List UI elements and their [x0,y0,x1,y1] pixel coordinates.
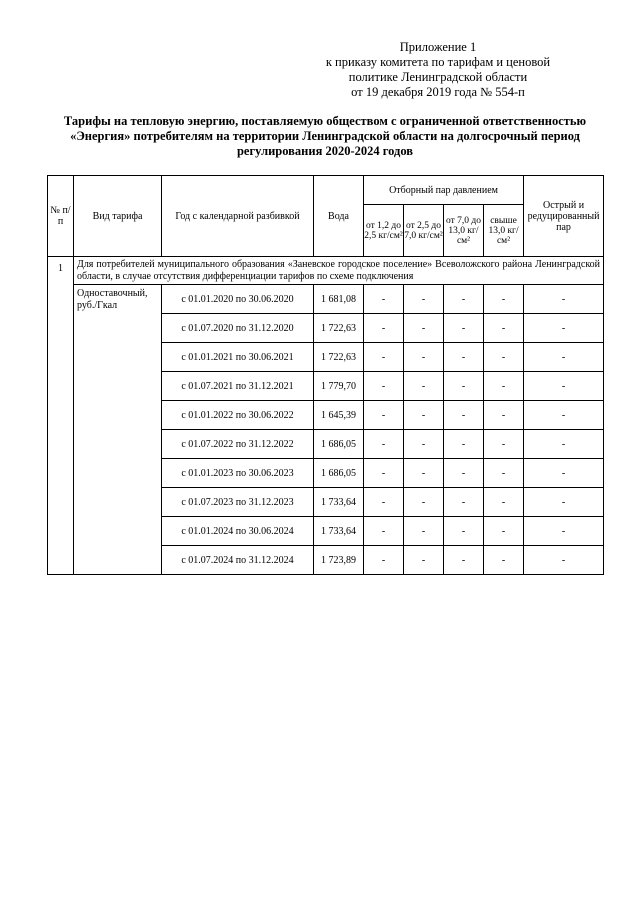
empty-value-cell: - [404,488,444,517]
water-value-cell: 1 779,70 [314,372,364,401]
empty-value-cell: - [524,488,604,517]
header-pressure-4: свыше 13,0 кг/см² [484,205,524,257]
water-value-cell: 1 686,05 [314,459,364,488]
document-title [46,114,604,159]
period-cell: с 01.01.2021 по 30.06.2021 [162,343,314,372]
group-description: Для потребителей муниципального образования «Заневское городское поселение» Всеволожского района Ленинградской области, в случае отсутствия дифференциации тарифов по схеме подключения [74,257,604,285]
empty-value-cell: - [484,343,524,372]
period-cell: с 01.01.2020 по 30.06.2020 [162,285,314,314]
appendix-line: от 19 декабря 2019 года № 554-п [351,85,525,99]
empty-value-cell: - [364,459,404,488]
empty-value-cell: - [404,546,444,575]
empty-value-cell: - [404,430,444,459]
empty-value-cell: - [484,314,524,343]
empty-value-cell: - [444,546,484,575]
empty-value-cell: - [364,430,404,459]
empty-value-cell: - [524,314,604,343]
empty-value-cell: - [364,488,404,517]
period-cell: с 01.07.2022 по 31.12.2022 [162,430,314,459]
empty-value-cell: - [524,517,604,546]
empty-value-cell: - [404,517,444,546]
empty-value-cell: - [444,401,484,430]
empty-value-cell: - [524,372,604,401]
empty-value-cell: - [484,401,524,430]
empty-value-cell: - [524,459,604,488]
empty-value-cell: - [404,343,444,372]
header-pressure-3: от 7,0 до 13,0 кг/см² [444,205,484,257]
water-value-cell: 1 686,05 [314,430,364,459]
empty-value-cell: - [364,314,404,343]
water-value-cell: 1 723,89 [314,546,364,575]
empty-value-cell: - [484,517,524,546]
empty-value-cell: - [444,517,484,546]
period-cell: с 01.07.2020 по 31.12.2020 [162,314,314,343]
empty-value-cell: - [404,372,444,401]
empty-value-cell: - [484,459,524,488]
title-line: Тарифы на тепловую энергию, поставляемую обществом с ограниченной ответственностью [63,114,587,128]
appendix-line: к приказу комитета по тарифам и ценовой [325,55,551,69]
water-value-cell: 1 681,08 [314,285,364,314]
period-cell: с 01.07.2023 по 31.12.2023 [162,488,314,517]
empty-value-cell: - [364,546,404,575]
empty-value-cell: - [444,430,484,459]
header-period: Год с календарной разбивкой [162,176,314,257]
empty-value-cell: - [484,372,524,401]
empty-value-cell: - [364,343,404,372]
header-sharp-steam: Острый и редуцированный пар [524,176,604,257]
empty-value-cell: - [444,459,484,488]
empty-value-cell: - [444,343,484,372]
empty-value-cell: - [524,285,604,314]
tariff-type-cell: Одноставочный, руб./Гкал [74,285,162,575]
water-value-cell: 1 733,64 [314,488,364,517]
empty-value-cell: - [524,430,604,459]
empty-value-cell: - [444,285,484,314]
appendix-line: политике Ленинградской области [348,70,528,84]
empty-value-cell: - [444,372,484,401]
appendix-line: Приложение 1 [399,40,477,54]
empty-value-cell: - [404,459,444,488]
period-cell: с 01.07.2021 по 31.12.2021 [162,372,314,401]
empty-value-cell: - [364,285,404,314]
title-line: «Энергия» потребителям на территории Ленинградской области на долгосрочный период [70,129,580,143]
empty-value-cell: - [484,488,524,517]
title-line: регулирования 2020-2024 годов [236,144,414,158]
period-cell: с 01.01.2024 по 30.06.2024 [162,517,314,546]
group-number: 1 [48,257,74,575]
empty-value-cell: - [444,488,484,517]
header-steam-group: Отборный пар давлением [364,176,524,205]
period-cell: с 01.01.2022 по 30.06.2022 [162,401,314,430]
header-water: Вода [314,176,364,257]
empty-value-cell: - [404,401,444,430]
period-cell: с 01.01.2023 по 30.06.2023 [162,459,314,488]
header-pressure-2: от 2,5 до 7,0 кг/см² [404,205,444,257]
empty-value-cell: - [364,517,404,546]
empty-value-cell: - [364,401,404,430]
empty-value-cell: - [364,372,404,401]
empty-value-cell: - [524,546,604,575]
header-tariff-type: Вид тарифа [74,176,162,257]
empty-value-cell: - [444,314,484,343]
empty-value-cell: - [484,430,524,459]
tariff-table [47,175,604,575]
empty-value-cell: - [524,343,604,372]
header-num: № п/п [48,176,74,257]
water-value-cell: 1 722,63 [314,343,364,372]
water-value-cell: 1 645,39 [314,401,364,430]
empty-value-cell: - [524,401,604,430]
empty-value-cell: - [404,285,444,314]
empty-value-cell: - [484,546,524,575]
table-row [48,285,604,314]
empty-value-cell: - [404,314,444,343]
appendix-header [308,40,568,100]
period-cell: с 01.07.2024 по 31.12.2024 [162,546,314,575]
water-value-cell: 1 733,64 [314,517,364,546]
header-pressure-1: от 1,2 до 2,5 кг/см² [364,205,404,257]
empty-value-cell: - [484,285,524,314]
water-value-cell: 1 722,63 [314,314,364,343]
